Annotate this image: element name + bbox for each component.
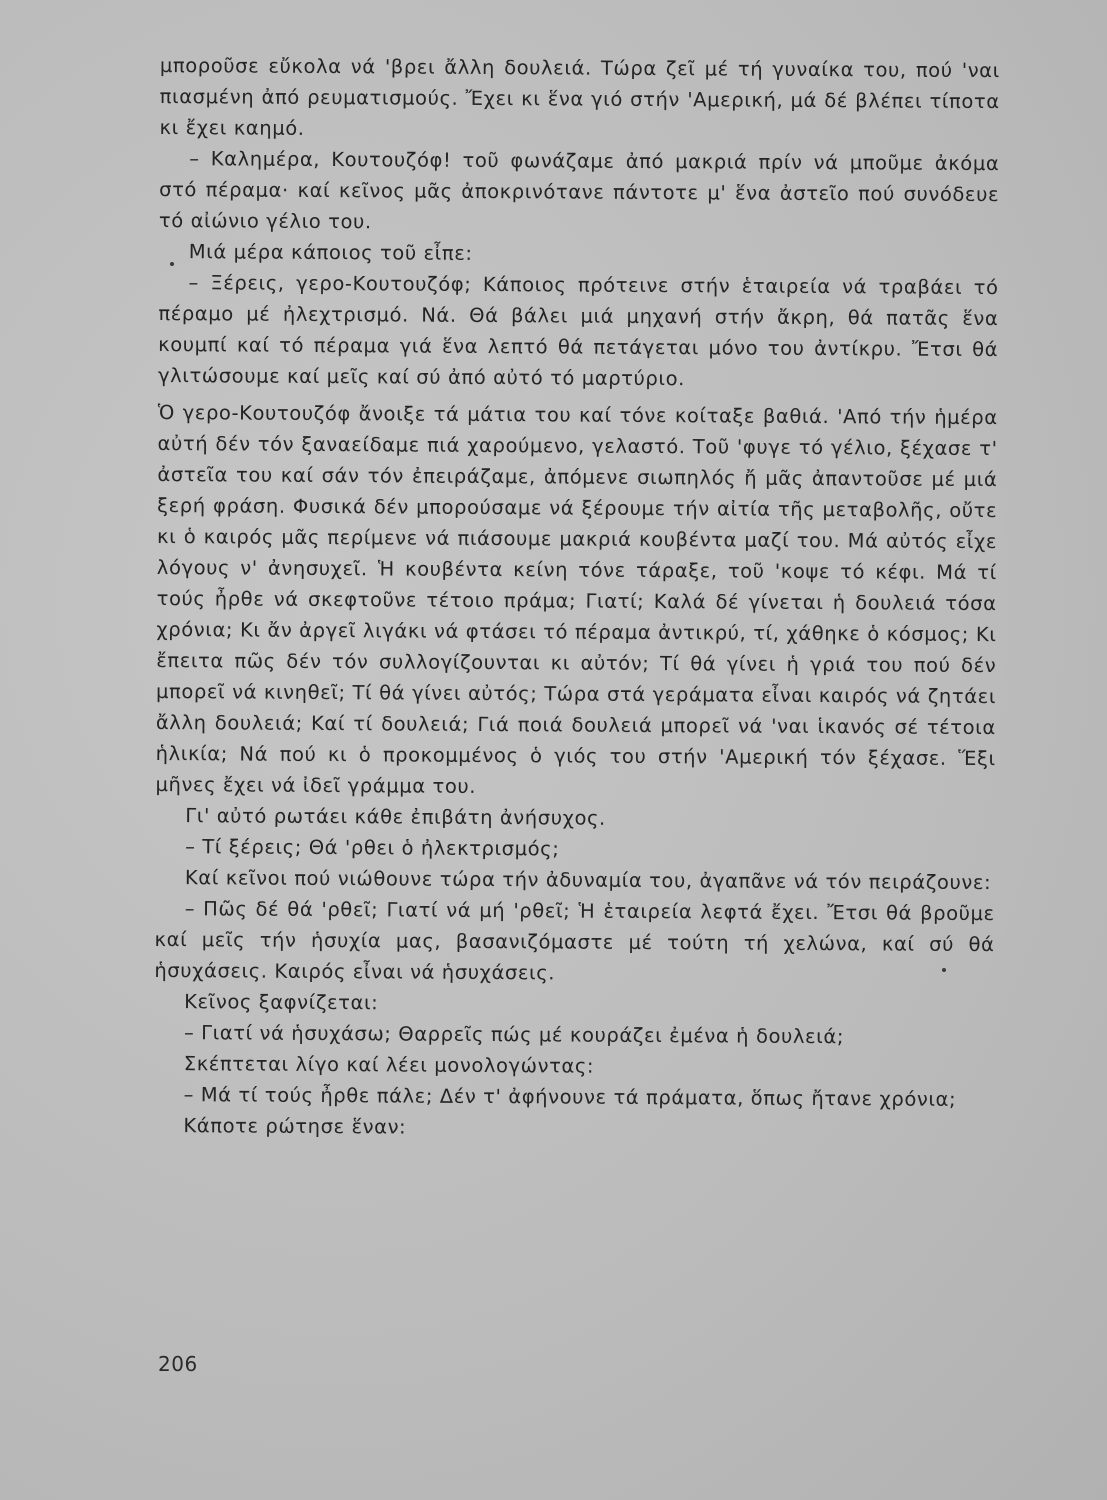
- paragraph-11: – Γιατί νά ἡσυχάσω; Θαρρεῖς πώς μέ κουράζει ἐμένα ἡ δουλειά;: [183, 1021, 845, 1049]
- paragraph-12: Σκέπτεται λίγο καί λέει μονολογώντας:: [183, 1052, 595, 1078]
- paragraph-6: Γι' αὐτό ρωτάει κάθε ἐπιβάτη ἀνήσυχος.: [185, 804, 606, 830]
- body-text: [153, 50, 1000, 1146]
- paragraph-4: – Ξέρεις, γερο-Κουτουζόφ; Κάποιος πρότεινε στήν ἑταιρεία νά τραβάει τό πέραμο μέ ἠλεχτρισμό. Νά. Θά βάλει μιά μηχανή στήν ἄκρη, θά πατᾶς ἕνα κουμπί καί τό πέραμα γιά ἕνα λεπτό θά πετάγεται μόνο του ἀντίκρυ. Ἔτσι θά γλιτώσουμε καί μεῖς καί σύ ἀπό αὐτό τό μαρτύριο.: [157, 271, 999, 391]
- paragraph-14: Κάποτε ρώτησε ἕναν:: [183, 1114, 407, 1139]
- paragraph-10: Κεῖνος ξαφνίζεται:: [184, 990, 379, 1015]
- paragraph-1: μποροῦσε εὔκολα νά 'βρει ἄλλη δουλειά. Τώρα ζεῖ μέ τή γυναίκα του, πού 'ναι πιασμένη ἀπό ρευματισμούς. Ἔχει κι ἕνα γιό στήν 'Αμερική, μά δέ βλέπει τίποτα κι ἔχει καημό.: [159, 53, 1000, 140]
- paragraph-5: Ὁ γερο-Κουτουζόφ ἄνοιξε τά μάτια του καί τόνε κοίταξε βαθιά. 'Από τήν ἡμέρα αὐτή δέν τόν ξαναείδαμε πιά χαρούμενο, γελαστό. Τοῦ 'φυγε τό γέλιο, ξέχασε τ' ἀστεῖα του καί σάν τόν ἐπειράζαμε, ἀπόμενε σιωπηλός ἤ μᾶς ἀπαντοῦσε μέ μιά ξερή φράση. Φυσικά δέν μπορούσαμε νά ξέρουμε τήν αἰτία τῆς μεταβολῆς, οὔτε κι ὁ καιρός μᾶς περίμενε νά πιάσουμε μακριά κουβέντα μαζί του. Μά αὐτός εἶχε λόγους ν' ἀνησυχεῖ. Ἡ κουβέντα κείνη τόνε τάραξε, τοῦ 'κοψε τό κέφι. Μά τί τούς ἦρθε νά σκεφτοῦνε τέτοιο πράμα; Γιατί; Καλά δέ γίνεται ἡ δουλειά τόσα χρόνια; Κι ἄν ἀργεῖ λιγάκι νά φτάσει τό πέραμα ἀντικρύ, τί, χάθηκε ὁ κόσμος; Κι ἔπειτα πῶς δέν τόν συλλογίζουνται κι αὐτόν; Τί θά γίνει ἡ γριά του πού δέν μπορεῖ νά κινηθεῖ; Τί θά γίνει αὐτός; Τώρα στά γεράματα εἶναι καιρός νά ζητάει ἄλλη δουλειά; Καί τί δουλειά; Γιά ποιά δουλειά μπορεῖ νά 'ναι ἱκανός σέ τέτοια ἡλικία; Νά πού κι ὁ προκομμένος ὁ γιός του στήν 'Αμερική τόν ξέχασε. Ἕξι μῆνες ἔχει νά ἰδεῖ γράμμα του.: [155, 400, 998, 798]
- paragraph-8: Καί κεῖνοι πού νιώθουνε τώρα τήν ἀδυναμία του, ἀγαπᾶνε νά τόν πειράζουνε:: [184, 866, 992, 895]
- paragraph-13: – Μά τί τούς ἦρθε πάλε; Δέν τ' ἀφήνουνε τά πράματα, ὅπως ἤτανε χρόνια;: [183, 1083, 957, 1111]
- paragraph-3: Μιά μέρα κάποιος τοῦ εἶπε:: [188, 240, 473, 265]
- page-number: 206: [158, 1352, 198, 1376]
- ink-speck: [170, 262, 174, 266]
- ink-speck: [942, 968, 946, 972]
- paragraph-9: – Πῶς δέ θά 'ρθεῖ; Γιατί νά μή 'ρθεῖ; Ἡ ἑταιρεία λεφτά ἔχει. Ἔτσι θά βροῦμε καί μεῖς τήν ἡσυχία μας, βασανιζόμαστε μέ τούτη τή χελώνα, καί σύ θά ἡσυχάσεις. Καιρός εἶναι νά ἡσυχάσεις.: [154, 897, 995, 985]
- paragraph-7: – Τί ξέρεις; Θά 'ρθει ὁ ἠλεκτρισμός;: [185, 835, 560, 861]
- paragraph-2: – Καλημέρα, Κουτουζόφ! τοῦ φωνάζαμε ἀπό μακριά πρίν νά μποῦμε ἀκόμα στό πέραμα· καί κεῖνος μᾶς ἀποκρινότανε πάντοτε μ' ἕνα ἀστεῖο πού συνόδευε τό αἰώνιο γέλιο του.: [158, 147, 1000, 234]
